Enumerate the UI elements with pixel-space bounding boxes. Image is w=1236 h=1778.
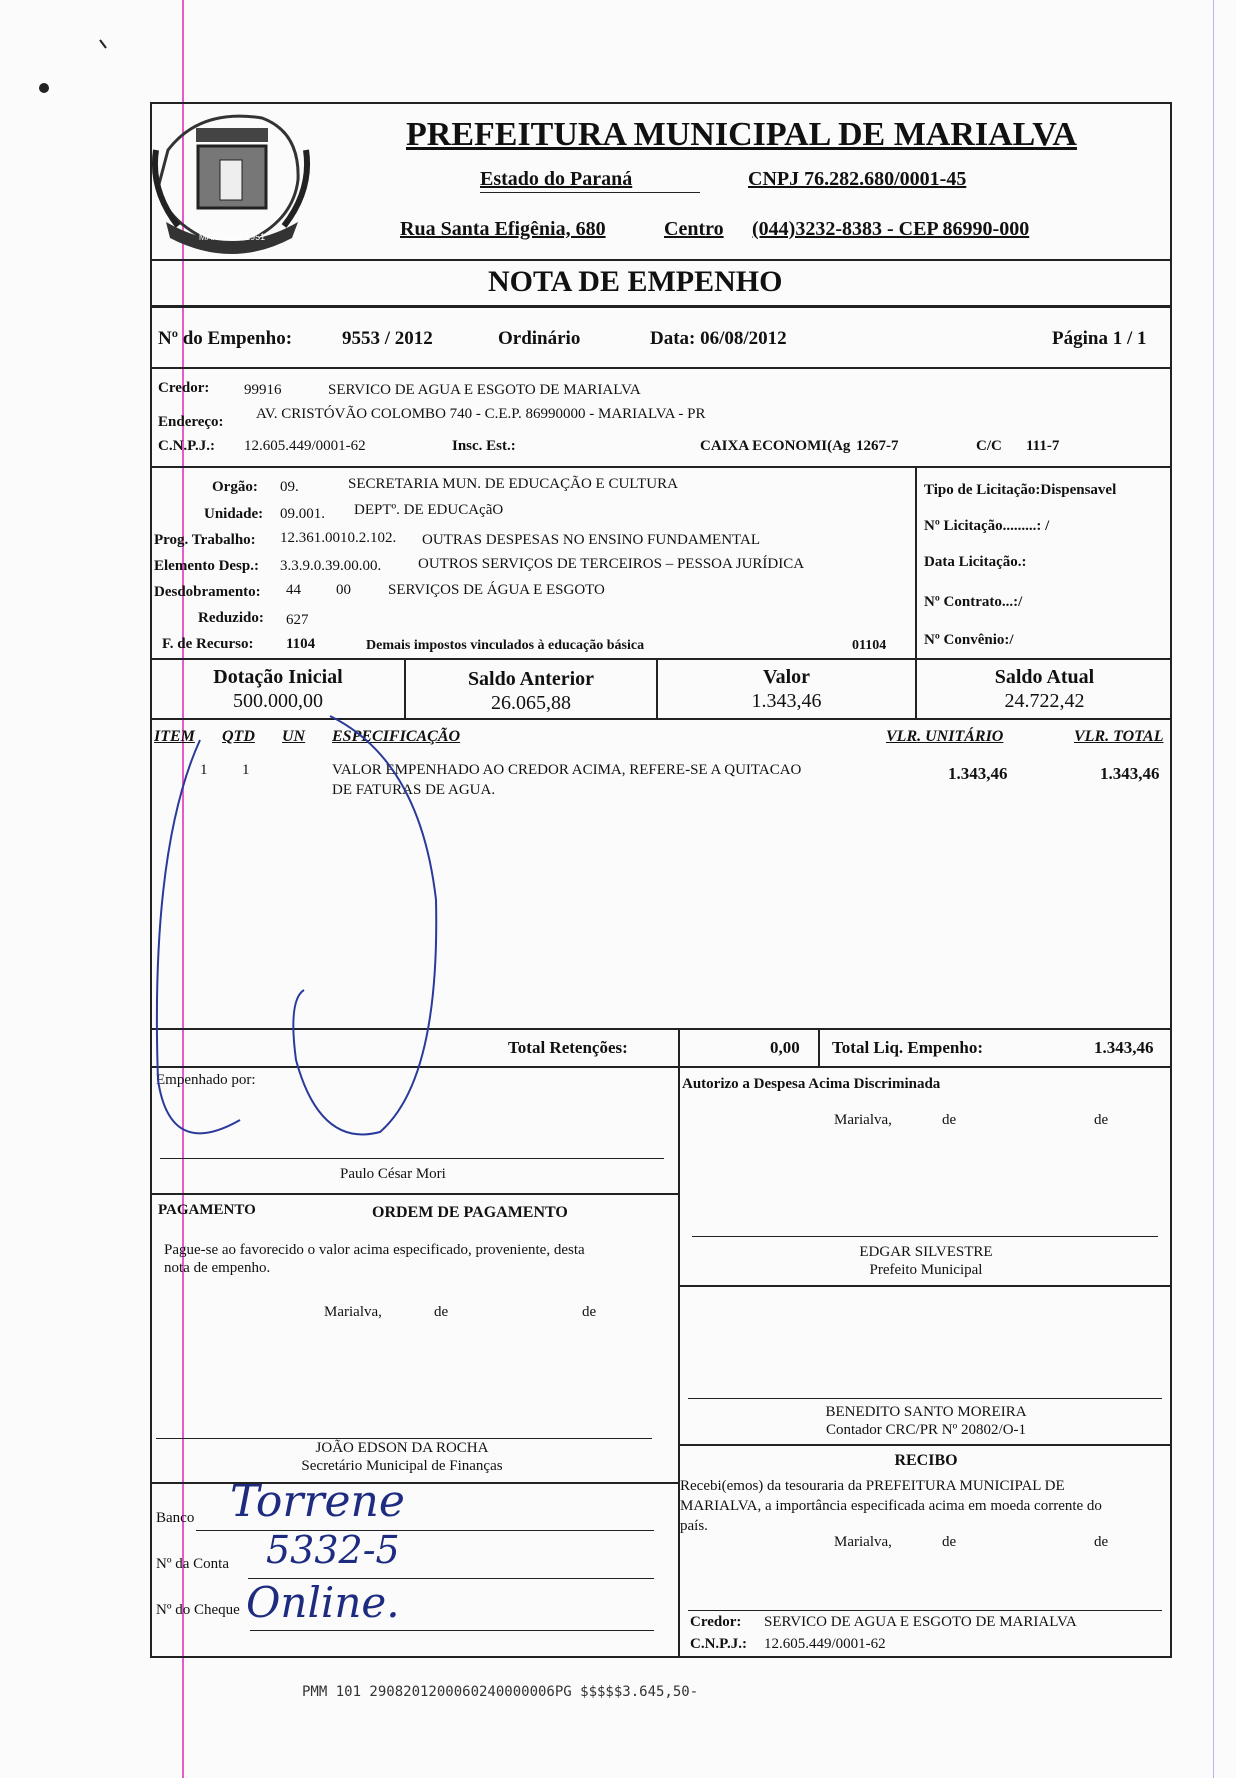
desd-a: 44 bbox=[286, 582, 301, 598]
conta-label: Nº da Conta bbox=[156, 1556, 229, 1572]
handwritten-account: 5332-5 bbox=[266, 1528, 400, 1572]
col-valor-unitario: VLR. UNITÁRIO bbox=[886, 728, 1004, 745]
orgao-label: Orgão: bbox=[212, 479, 258, 495]
crest-motto: MARIALVA 1951 bbox=[198, 232, 266, 242]
unidade-name: DEPTº. DE EDUCAçãO bbox=[354, 502, 504, 518]
empenho-date: Data: 06/08/2012 bbox=[650, 328, 787, 349]
banco-label: Banco bbox=[156, 1510, 195, 1526]
row-valor-unitario: 1.343,46 bbox=[948, 764, 1008, 783]
prog-label: Prog. Trabalho: bbox=[154, 532, 256, 548]
row-desc-line2: DE FATURAS DE AGUA. bbox=[332, 782, 496, 798]
numero-licitacao: Nº Licitação.........: / bbox=[924, 518, 1050, 534]
municipality-title: PREFEITURA MUNICIPAL DE MARIALVA bbox=[406, 116, 1077, 153]
row-qtd: 1 bbox=[242, 762, 250, 778]
saldo-anterior-value: 26.065,88 bbox=[491, 692, 571, 714]
contador-name: BENEDITO SANTO MOREIRA bbox=[825, 1404, 1027, 1420]
row-desc-line1: VALOR EMPENHADO AO CREDOR ACIMA, REFERE-SE A QUITACAO bbox=[332, 762, 802, 778]
col-qtd: QTD bbox=[222, 728, 255, 745]
fonte-label: F. de Recurso: bbox=[162, 636, 254, 652]
row-valor-total: 1.343,46 bbox=[1100, 764, 1160, 783]
prefeito-name: EDGAR SILVESTRE bbox=[859, 1244, 993, 1260]
reduzido-value: 627 bbox=[286, 612, 309, 628]
prefeito-role: Prefeito Municipal bbox=[869, 1262, 983, 1278]
desd-b: 00 bbox=[336, 582, 351, 598]
payment-city: Marialva, bbox=[324, 1304, 382, 1320]
recibo-de-1: de bbox=[942, 1534, 957, 1550]
payment-label: PAGAMENTO bbox=[158, 1202, 256, 1218]
fonte-name: Demais impostos vinculados à educação básica bbox=[366, 638, 645, 653]
payment-order-label: ORDEM DE PAGAMENTO bbox=[372, 1204, 568, 1221]
recibo-text-2: MARIALVA, a importância especificada acima em moeda corrente do bbox=[680, 1498, 1102, 1514]
prog-code: 12.361.0010.2.102. bbox=[280, 530, 397, 546]
cc-label: C/C bbox=[976, 438, 1002, 454]
fonte-code: 1104 bbox=[286, 636, 316, 652]
cc-number: 111-7 bbox=[1026, 438, 1060, 454]
total-liquido-value: 1.343,46 bbox=[1094, 1038, 1154, 1057]
cheque-label: Nº do Cheque bbox=[156, 1602, 240, 1618]
contador-role: Contador CRC/PR Nº 20802/O-1 bbox=[825, 1422, 1027, 1438]
payment-text-1: Pague-se ao favorecido o valor acima especificado, proveniente, desta bbox=[164, 1242, 585, 1258]
saldo-atual-label: Saldo Atual bbox=[994, 666, 1095, 688]
secretary-name: JOÃO EDSON DA ROCHA bbox=[315, 1440, 489, 1456]
insc-label: Insc. Est.: bbox=[452, 438, 516, 454]
autorizo-city: Marialva, bbox=[834, 1112, 892, 1128]
orgao-name: SECRETARIA MUN. DE EDUCAÇÃO E CULTURA bbox=[348, 476, 678, 492]
col-valor-total: VLR. TOTAL bbox=[1074, 728, 1164, 745]
dotacao-value: 500.000,00 bbox=[233, 690, 323, 712]
empenhado-label: Empenhado por: bbox=[156, 1072, 256, 1088]
creditor-address: AV. CRISTÓVÃO COLOMBO 740 - C.E.P. 86990000 - MARIALVA - PR bbox=[256, 406, 706, 422]
recibo-de-2: de bbox=[1094, 1534, 1109, 1550]
creditor-name: SERVICO DE AGUA E ESGOTO DE MARIALVA bbox=[328, 382, 641, 398]
bank-agency: 1267-7 bbox=[856, 438, 899, 454]
elem-code: 3.3.9.0.39.00.00. bbox=[280, 558, 382, 574]
recibo-title: RECIBO bbox=[894, 1452, 958, 1469]
page-indicator: Página 1 / 1 bbox=[1052, 328, 1147, 349]
fonte-number: 01104 bbox=[852, 638, 887, 653]
col-item: ITEM bbox=[154, 728, 195, 745]
state-name: Estado do Paraná bbox=[480, 168, 633, 190]
creditor-code: 99916 bbox=[244, 382, 282, 398]
handwritten-bank: Torrene bbox=[230, 1476, 405, 1527]
elem-label: Elemento Desp.: bbox=[154, 558, 259, 574]
district: Centro bbox=[664, 218, 724, 240]
unidade-code: 09.001. bbox=[280, 506, 325, 522]
row-item: 1 bbox=[200, 762, 208, 778]
col-un: UN bbox=[282, 728, 306, 745]
recibo-credor: SERVICO DE AGUA E ESGOTO DE MARIALVA bbox=[764, 1614, 1077, 1630]
numero-contrato: Nº Contrato...:/ bbox=[924, 594, 1023, 610]
dotacao-label: Dotação Inicial bbox=[213, 666, 343, 688]
phone-cep: (044)3232-8383 - CEP 86990-000 bbox=[752, 218, 1030, 240]
street-address: Rua Santa Efigênia, 680 bbox=[400, 218, 606, 240]
recibo-text-1: Recebi(emos) da tesouraria da PREFEITURA MUNICIPAL DE bbox=[680, 1478, 1065, 1494]
cnpj-header: CNPJ 76.282.680/0001-45 bbox=[748, 168, 967, 190]
desd-name: SERVIÇOS DE ÁGUA E ESGOTO bbox=[388, 582, 605, 598]
footer-code: PMM 101 2908201200060240000006PG $$$$$3.645,50- bbox=[302, 1684, 699, 1700]
orgao-code: 09. bbox=[280, 479, 299, 495]
bank-name: CAIXA ECONOMI(Ag bbox=[700, 438, 851, 454]
col-especificacao: ESPECIFICAÇÃO bbox=[332, 728, 461, 745]
handwritten-cheque: Online. bbox=[246, 1578, 400, 1627]
total-liquido-label: Total Liq. Empenho: bbox=[832, 1038, 983, 1057]
empenho-type: Ordinário bbox=[498, 328, 581, 349]
creditor-cnpj: 12.605.449/0001-62 bbox=[244, 438, 366, 454]
address-label: Endereço: bbox=[158, 414, 224, 430]
numero-convenio: Nº Convênio:/ bbox=[924, 632, 1014, 648]
unidade-label: Unidade: bbox=[204, 506, 264, 522]
autorizo-text: Autorizo a Despesa Acima Discriminada bbox=[682, 1076, 941, 1092]
total-retencoes-label: Total Retenções: bbox=[508, 1038, 628, 1057]
elem-name: OUTROS SERVIÇOS DE TERCEIROS – PESSOA JURÍDICA bbox=[418, 556, 805, 572]
data-licitacao: Data Licitação.: bbox=[924, 554, 1027, 570]
recibo-text-3: país. bbox=[680, 1518, 708, 1534]
valor-value: 1.343,46 bbox=[751, 690, 822, 712]
payment-text-2: nota de empenho. bbox=[164, 1260, 271, 1276]
valor-label: Valor bbox=[762, 666, 811, 688]
autorizo-de-1: de bbox=[942, 1112, 957, 1128]
cnpj-label: C.N.P.J.: bbox=[158, 438, 215, 454]
empenhado-name: Paulo César Mori bbox=[340, 1166, 446, 1182]
recibo-city: Marialva, bbox=[834, 1534, 892, 1550]
recibo-credor-label: Credor: bbox=[690, 1614, 742, 1630]
total-retencoes-value: 0,00 bbox=[770, 1038, 800, 1057]
prog-name: OUTRAS DESPESAS NO ENSINO FUNDAMENTAL bbox=[422, 532, 760, 548]
empenho-number: 9553 / 2012 bbox=[342, 328, 433, 349]
doc-title: NOTA DE EMPENHO bbox=[488, 265, 783, 298]
payment-de-2: de bbox=[582, 1304, 597, 1320]
payment-de-1: de bbox=[434, 1304, 449, 1320]
desd-label: Desdobramento: bbox=[154, 584, 261, 600]
autorizo-de-2: de bbox=[1094, 1112, 1109, 1128]
secretary-role: Secretário Municipal de Finanças bbox=[301, 1458, 503, 1474]
reduzido-label: Reduzido: bbox=[198, 610, 264, 626]
saldo-anterior-label: Saldo Anterior bbox=[467, 668, 595, 690]
creditor-label: Credor: bbox=[158, 380, 210, 396]
saldo-atual-value: 24.722,42 bbox=[1004, 690, 1085, 712]
empenho-number-label: Nº do Empenho: bbox=[158, 328, 293, 349]
tipo-licitacao: Tipo de Licitação:Dispensavel bbox=[924, 482, 1117, 498]
recibo-cnpj-label: C.N.P.J.: bbox=[690, 1636, 747, 1652]
recibo-cnpj: 12.605.449/0001-62 bbox=[764, 1636, 886, 1652]
